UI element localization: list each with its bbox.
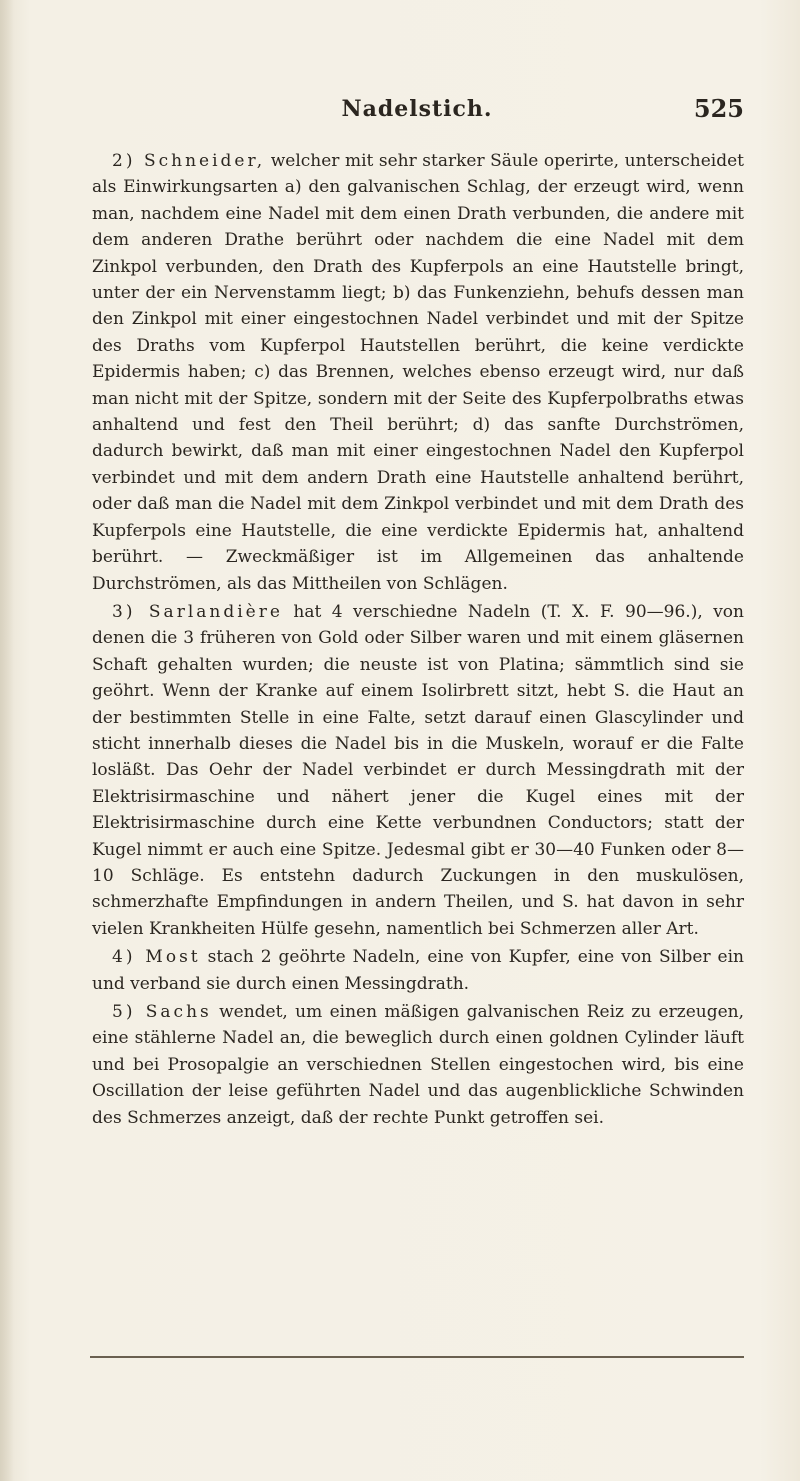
page-number: 525 [693, 94, 744, 123]
paragraph-text: stach 2 geöhrte Nadeln, eine von Kupfer, eine von Silber ein und verband sie durch einen Messingdrath. [92, 947, 744, 994]
paragraph-schneider [92, 148, 744, 597]
paragraph-lead: 3) Sarlandière [112, 601, 283, 622]
paragraph-text: wendet, um einen mäßigen galvanischen Reiz zu erzeugen, eine stählerne Nadel an, die beweglich durch einen goldnen Cylinder läuft und bei Prosopalgie an verschiednen Stellen eingestochen wird, bis eine Oscillation der leise geführten Nadel und das augenblickliche Schwinden des Schmerzes anzeigt, daß der rechte Punkt getroffen sei. [92, 1002, 745, 1128]
page-binding-shadow [0, 0, 14, 1481]
paragraph-lead: 5) Sachs [112, 1002, 212, 1022]
paragraph-most [92, 944, 744, 997]
page-body [92, 148, 744, 1133]
paragraph-text: hat 4 verschiedne Nadeln (T. X. F. 90—96.), von denen die 3 früheren von Gold oder Silber waren und mit einem gläsernen Schaft gehalten wurden; die neuste ist von Platina; sämmtlich sind sie geöhrt. Wenn der Kranke auf einem Isolirbrett sitzt, hebt S. die Haut an der bestimmten Stelle in eine Falte, setzt darauf einen Glascylinder und sticht innerhalb dieses die Nadel bis in die Muskeln, worauf er die Falte losläßt. Das Oehr der Nadel verbindet er durch Messingdrath mit der Elektrisirmaschine und nähert jener die Kugel eines mit der Elektrisirmaschine durch eine Kette verbundnen Conductors; statt der Kugel nimmt er auch eine Spitze. Jedesmal gibt er 30—40 Funken oder 8—10 Schläge. Es entstehn dadurch Zuckungen in den muskulösen, schmerzhafte Empfindungen in andern Theilen, und S. hat davon in sehr vielen Krankheiten Hülfe gesehn, namentlich bei Schmerzen aller Art. [92, 601, 744, 939]
paragraph-lead: 2) Schneider, [112, 151, 266, 171]
footer-rule [90, 1356, 744, 1358]
paragraph-sarlandiere [92, 599, 744, 942]
paragraph-lead: 4) Most [112, 947, 201, 968]
running-title: Nadelstich. [341, 96, 493, 122]
page-header [90, 92, 744, 132]
paragraph-sachs [92, 999, 744, 1131]
paragraph-text: welcher mit sehr starker Säule operirte, unterscheidet als Einwirkungsarten a) den galvanischen Schlag, der erzeugt wird, wenn man, nachdem eine Nadel mit dem einen Drath verbunden, die andere mit dem anderen Drathe berührt oder nachdem die eine Nadel mit dem Zinkpol verbunden, den Drath des Kupferpols an eine Hautstelle bringt, unter der ein Nervenstamm liegt; b) das Funkenziehn, behufs dessen man den Zinkpol mit einer eingestochnen Nadel verbindet und mit der Spitze des Draths vom Kupferpol Hautstellen berührt, die keine verdickte Epidermis haben; c) das Brennen, welches ebenso erzeugt wird, nur daß man nicht mit der Spitze, sondern mit der Seite des Kupferpolbraths etwas anhaltend und fest den Theil berührt; d) das sanfte Durchströmen, dadurch bewirkt, daß man mit einer eingestochnen Nadel den Kupferpol verbindet und mit dem andern Drath eine Hautstelle anhaltend berührt, oder daß man die Nadel mit dem Zinkpol verbindet und mit dem Drath des Kupferpols eine Hautstelle, die eine verdickte Epidermis hat, anhaltend berührt. — Zweckmäßiger ist im Allgemeinen das anhaltende Durchströmen, als das Mittheilen von Schlägen. [92, 151, 745, 594]
